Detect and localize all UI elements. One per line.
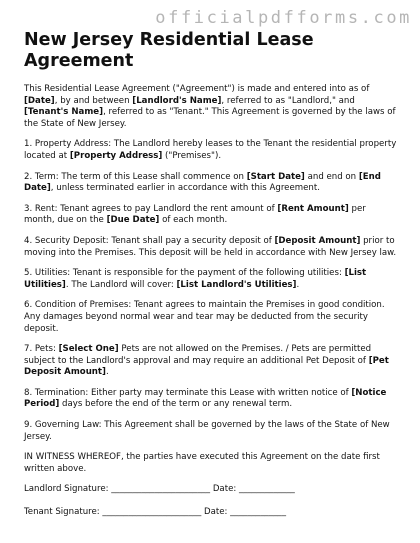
section-condition	[24, 300, 398, 335]
landlord-signature-line: Landlord Signature: _______________________ Date: _____________	[24, 484, 295, 495]
site-watermark: officialpdfforms.com	[155, 8, 412, 28]
tenant-name-placeholder: [Tenant's Name]	[24, 107, 104, 118]
section-text: and end on	[304, 171, 359, 182]
section-text: 9. Governing Law: This Agreement shall be governed by the laws of the State of New Jersey.	[24, 420, 390, 442]
section-text: per month, due on the	[24, 203, 366, 226]
intro-text: , referred to as "Tenant." This Agreement is governed by the laws of the State of New Jersey.	[24, 107, 396, 129]
section-text: 4. Security Deposit: Tenant shall pay a security deposit of	[24, 235, 275, 246]
section-term	[24, 172, 398, 195]
start-date-placeholder: [Start Date]	[246, 171, 305, 182]
section-text: ("Premises").	[162, 150, 222, 161]
section-governing-law	[24, 420, 398, 443]
intro-paragraph	[24, 84, 398, 130]
tenant-signature-line: Tenant Signature: _______________________ Date: _____________	[24, 507, 287, 518]
tenant-utilities-placeholder: [List Utilities]	[24, 268, 367, 290]
section-text: .	[296, 279, 300, 290]
section-rent	[24, 204, 398, 227]
section-utilities	[24, 268, 398, 291]
end-date-placeholder: [End Date]	[24, 171, 381, 194]
section-text: 3. Rent: Tenant agrees to pay Landlord the rent amount of	[24, 203, 278, 214]
date-placeholder: [Date]	[24, 95, 55, 106]
property-address-placeholder: [Property Address]	[69, 150, 163, 161]
landlord-utilities-placeholder: [List Landlord's Utilities]	[176, 279, 297, 290]
section-text: 6. Condition of Premises: Tenant agrees to maintain the Premises in good condition. Any damages beyond normal wear and tear may be deducted from the security deposit.	[24, 300, 385, 334]
rent-amount-placeholder: [Rent Amount]	[277, 203, 349, 214]
landlord-name-placeholder: [Landlord's Name]	[132, 95, 222, 106]
section-security-deposit	[24, 236, 398, 259]
deposit-amount-placeholder: [Deposit Amount]	[274, 235, 361, 246]
intro-text: , by and between	[54, 95, 133, 106]
section-text: , unless terminated earlier in accordance with this Agreement.	[50, 183, 320, 194]
section-termination	[24, 388, 398, 411]
section-text: 5. Utilities: Tenant is responsible for the payment of the following utilities:	[24, 268, 345, 279]
section-text: 1. Property Address: The Landlord hereby leases to the Tenant the residential property located at	[24, 139, 397, 161]
section-text: prior to moving into the Premises. This deposit will be held in accordance with New Jersey law.	[24, 235, 397, 258]
notice-period-placeholder: [Notice Period]	[24, 387, 387, 410]
document-title: New Jersey Residential Lease Agreement	[24, 30, 314, 71]
witness-clause: IN WITNESS WHEREOF, the parties have executed this Agreement on the date first written above.	[24, 452, 380, 474]
section-text: 8. Termination: Either party may terminate this Lease with written notice of	[24, 387, 352, 398]
section-text: . The Landlord will cover:	[65, 279, 177, 290]
lease-document	[24, 30, 398, 530]
section-text: 2. Term: The term of this Lease shall commence on	[24, 171, 247, 182]
intro-text: , referred to as "Landlord," and	[221, 95, 355, 106]
section-text: .	[105, 367, 109, 378]
intro-text: This Residential Lease Agreement ("Agreement") is made and entered into as of	[24, 84, 370, 94]
section-pets	[24, 344, 398, 379]
pet-deposit-placeholder: [Pet Deposit Amount]	[24, 355, 389, 378]
due-date-placeholder: [Due Date]	[106, 215, 160, 226]
section-text: of each month.	[159, 215, 228, 226]
pets-select-placeholder: [Select One]	[58, 344, 119, 355]
section-text: days before the end of the term or any renewal term.	[59, 399, 293, 410]
section-text: Pets are not allowed on the Premises. / Pets are permitted subject to the Landlord's approval and may require an additional Pet Deposit of	[24, 344, 372, 366]
section-property-address	[24, 139, 398, 162]
section-text: 7. Pets:	[24, 344, 59, 355]
